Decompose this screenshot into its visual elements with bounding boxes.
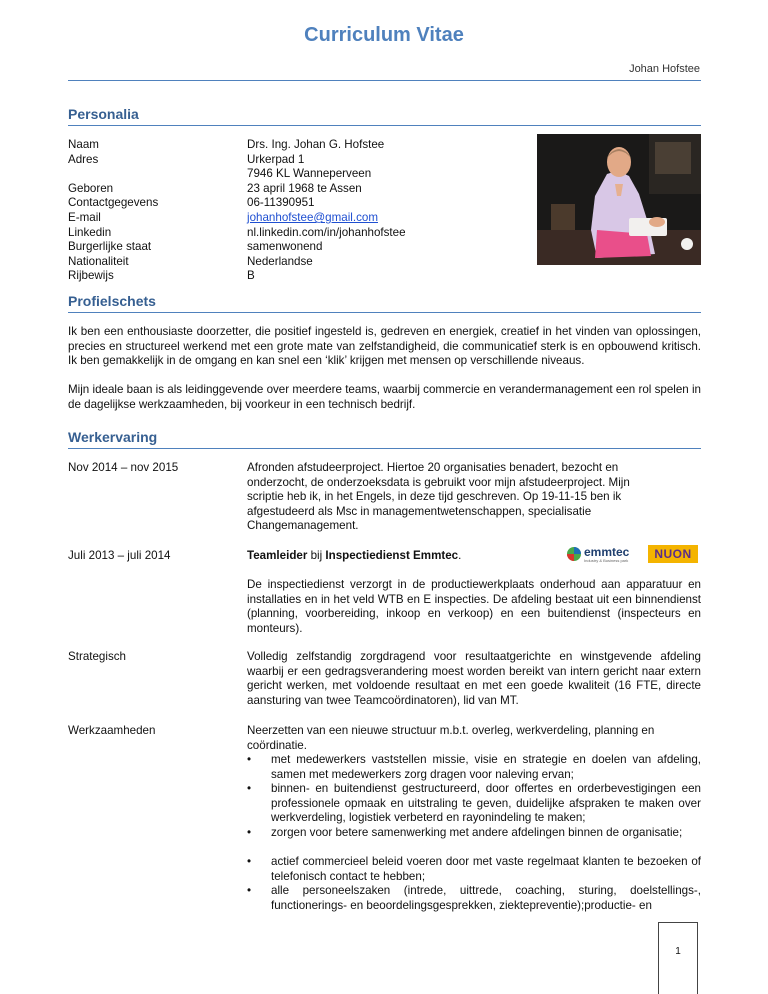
werkzaamheden-intro: Neerzetten van een nieuwe structuur m.b.t. overleg, werkverdeling, planning en coördinatie. bbox=[247, 724, 655, 752]
value-rijbewijs: B bbox=[247, 269, 255, 283]
value-linkedin: nl.linkedin.com/in/johanhofstee bbox=[247, 225, 406, 239]
bullet-item: binnen- en buitendienst gestructureerd, door offertes en orderbevestigingen een professionele opmaak en uitstraling te geven, duidelijke afspraken te maken over werkverdeling, logistiek verbeterd en rayonindeling te maken; bbox=[271, 782, 701, 825]
value-nationaliteit: Nederlandse bbox=[247, 254, 313, 268]
bullet-item: alle personeelszaken (intrede, uittrede, coaching, sturing, doelstellings-, functionerings- en beoordelingsgesprekken, ziektepreventie);productie- en bbox=[271, 884, 701, 912]
emmtec-logo bbox=[566, 545, 636, 565]
value-adres-street: Urkerpad 1 bbox=[247, 152, 305, 166]
section-rule bbox=[68, 125, 701, 126]
header-rule bbox=[68, 80, 701, 81]
label-burgerlijke-staat: Burgerlijke staat bbox=[68, 240, 152, 254]
value-geboren: 23 april 1968 te Assen bbox=[247, 181, 362, 195]
label-naam: Naam bbox=[68, 138, 99, 151]
strategisch-text: Volledig zelfstandig zorgdragend voor resultaatgerichte en winstgevende afdeling waarbij er een gedragsverandering moest worden bereikt van intern gericht naar extern gericht werken, met voldoende resultaat en met een goede kwaliteit (16 FTE, directe aansturing van twee Teamcoördinatoren), lid van MT. bbox=[247, 650, 701, 707]
company-name: Inspectiedienst Emmtec bbox=[325, 549, 459, 562]
bullet-glyph: • bbox=[247, 782, 252, 795]
section-rule bbox=[68, 312, 701, 313]
section-heading-profielschets: Profielschets bbox=[68, 293, 156, 309]
section-heading-personalia: Personalia bbox=[68, 106, 139, 122]
label-adres: Adres bbox=[68, 152, 99, 166]
werkzaamheden-label: Werkzaamheden bbox=[68, 724, 156, 737]
work-period-2: Juli 2013 – juli 2014 bbox=[68, 549, 171, 562]
work-period-1: Nov 2014 – nov 2015 bbox=[68, 461, 179, 474]
emmtec-logo-sub: Industry & Business park bbox=[584, 558, 629, 563]
email-link[interactable]: johanhofstee@gmail.com bbox=[247, 211, 378, 224]
value-burgerlijke-staat: samenwonend bbox=[247, 240, 323, 254]
document-title: Curriculum Vitae bbox=[304, 24, 464, 46]
bullet-glyph: • bbox=[247, 855, 252, 868]
section-heading-werkervaring: Werkervaring bbox=[68, 429, 158, 445]
portrait-photo bbox=[537, 134, 701, 265]
bullet-glyph: • bbox=[247, 884, 252, 897]
job-connector: bij bbox=[307, 549, 326, 562]
value-naam: Drs. Ing. Johan G. Hofstee bbox=[247, 138, 385, 151]
label-linkedin: Linkedin bbox=[68, 225, 112, 239]
work-description-2: De inspectiedienst verzorgt in de productiewerkplaats onderhoud aan apparatuur en installaties en in het veld WTB en E inspecties. De afdeling bestaat uit een binnendienst (planning, voorbereiding, inkoop en verkoop) en een buitendienst (inspecteurs en monteurs). bbox=[247, 578, 701, 635]
value-contact: 06-11390951 bbox=[247, 196, 315, 210]
section-rule bbox=[68, 448, 701, 449]
portrait-illustration bbox=[537, 134, 701, 265]
header-author: Johan Hofstee bbox=[629, 63, 700, 75]
page-number-box bbox=[658, 922, 698, 994]
work-role-line bbox=[247, 549, 461, 564]
job-line-end: . bbox=[458, 549, 462, 562]
job-title: Teamleider bbox=[247, 549, 308, 562]
strategisch-label: Strategisch bbox=[68, 650, 126, 663]
bullet-glyph: • bbox=[247, 753, 252, 766]
profile-paragraph-1: Ik ben een enthousiaste doorzetter, die positief ingesteld is, gedreven en energiek, creatief in het vinden van oplossingen, precies en structureel werkend met een grote mate van zelfstandigheid, die communicatief sterk is en opbouwend kritisch. Ik ben gemakkelijk in de omgang en kan snel een ‘klik’ krijgen met mensen op verschillende niveaus. bbox=[68, 325, 701, 368]
label-email: E-mail bbox=[68, 211, 101, 224]
work-description-1: Afronden afstudeerproject. Hiertoe 20 organisaties benadert, bezocht en onderzocht, de onderzoeksdata is gebruikt voor mijn afstudeerproject. Mijn scriptie heb ik, in het Engels, in deze tijd geschreven. Op 19-11-15 ben ik afgestudeerd als Msc in managementwetenschappen, specialisatie Changemanagement. bbox=[247, 461, 630, 533]
page-number: 1 bbox=[675, 946, 681, 957]
bullet-glyph: • bbox=[247, 826, 252, 839]
bullet-item: actief commercieel beleid voeren door met vaste regelmaat klanten te bezoeken of telefonisch contact te hebben; bbox=[271, 855, 701, 883]
bullet-item: met medewerkers vaststellen missie, visie en strategie en doelen van afdeling, samen met medewerkers zorg dragen voor naleving ervan; bbox=[271, 753, 701, 781]
nuon-logo: NUON bbox=[648, 545, 698, 563]
emmtec-logo-mark bbox=[566, 546, 582, 562]
emmtec-logo-word: emmtec bbox=[584, 545, 630, 559]
label-geboren: Geboren bbox=[68, 181, 114, 195]
label-rijbewijs: Rijbewijs bbox=[68, 269, 114, 283]
profile-paragraph-2: Mijn ideale baan is als leidinggevende over meerdere teams, waarbij commercie en verandermanagement een rol spelen in de dagelijkse werkzaamheden, bij voorkeur in een technisch bedrijf. bbox=[68, 383, 701, 411]
bullet-item: zorgen voor betere samenwerking met andere afdelingen binnen de organisatie; bbox=[271, 826, 683, 839]
value-adres-city: 7946 KL Wanneperveen bbox=[247, 167, 372, 181]
label-nationaliteit: Nationaliteit bbox=[68, 254, 129, 268]
label-contact: Contactgegevens bbox=[68, 196, 159, 210]
